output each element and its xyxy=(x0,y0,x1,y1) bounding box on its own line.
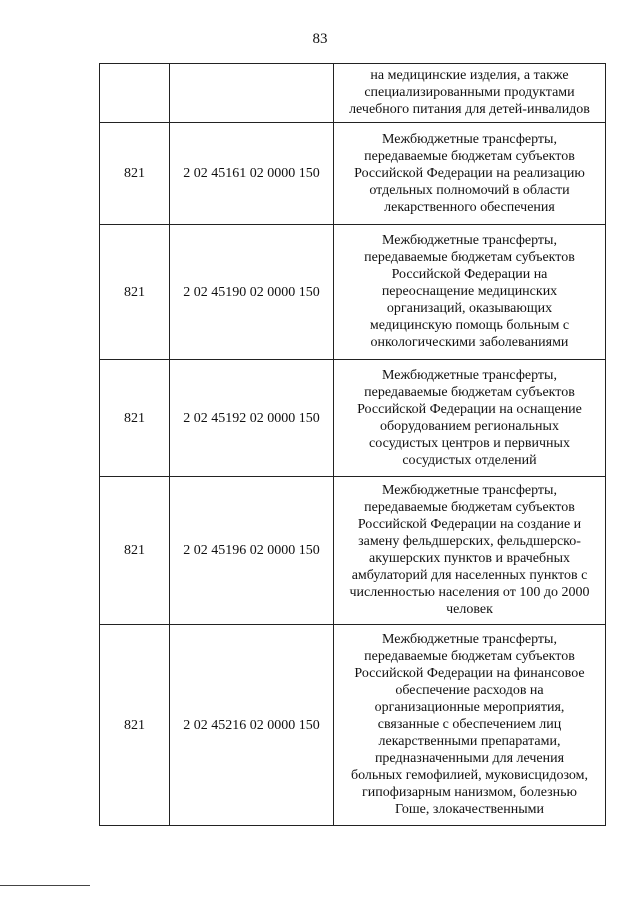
admin-code-cell: 821 xyxy=(100,123,170,225)
table-row xyxy=(100,123,606,225)
table-row xyxy=(100,477,606,625)
admin-code-cell: 821 xyxy=(100,225,170,360)
table-row xyxy=(100,625,606,826)
table-row xyxy=(100,360,606,477)
revenue-name-cell: Межбюджетные трансферты, передаваемые бюджетам субъектов Российской Федерации на создание и замену фельдшерских, фельдшерско- акушерских пунктов и врачебных амбулаторий для населенных пунктов с численностью населения от 100 до 2000 человек xyxy=(334,477,606,625)
admin-code-cell xyxy=(100,64,170,123)
revenue-name-cell: Межбюджетные трансферты, передаваемые бюджетам субъектов Российской Федерации на переоснащение медицинских организаций, оказывающих медицинскую помощь больным с онкологическими заболеваниями xyxy=(334,225,606,360)
budget-code-cell: 2 02 45216 02 0000 150 xyxy=(170,625,334,826)
revenue-name-cell: Межбюджетные трансферты, передаваемые бюджетам субъектов Российской Федерации на финансовое обеспечение расходов на организационные мероприятия, связанные с обеспечением лиц лекарственными препаратами, предназначенными для лечения больных гемофилией, муковисцидозом, гипофизарным нанизмом, болезнью Гоше, злокачественными xyxy=(334,625,606,826)
page-number: 83 xyxy=(312,31,328,47)
budget-code-cell: 2 02 45161 02 0000 150 xyxy=(170,123,334,225)
budget-classification-table xyxy=(99,63,606,826)
budget-code-cell xyxy=(170,64,334,123)
footnote-rule xyxy=(0,885,90,886)
admin-code-cell: 821 xyxy=(100,360,170,477)
admin-code-cell: 821 xyxy=(100,477,170,625)
budget-code-cell: 2 02 45190 02 0000 150 xyxy=(170,225,334,360)
revenue-name-cell: на медицинские изделия, а также специализированными продуктами лечебного питания для детей-инвалидов xyxy=(334,64,606,123)
table-row xyxy=(100,225,606,360)
budget-code-cell: 2 02 45192 02 0000 150 xyxy=(170,360,334,477)
admin-code-cell: 821 xyxy=(100,625,170,826)
revenue-name-cell: Межбюджетные трансферты, передаваемые бюджетам субъектов Российской Федерации на реализацию отдельных полномочий в области лекарственного обеспечения xyxy=(334,123,606,225)
revenue-name-cell: Межбюджетные трансферты, передаваемые бюджетам субъектов Российской Федерации на оснащение оборудованием региональных сосудистых центров и первичных сосудистых отделений xyxy=(334,360,606,477)
budget-code-cell: 2 02 45196 02 0000 150 xyxy=(170,477,334,625)
table-row xyxy=(100,64,606,123)
